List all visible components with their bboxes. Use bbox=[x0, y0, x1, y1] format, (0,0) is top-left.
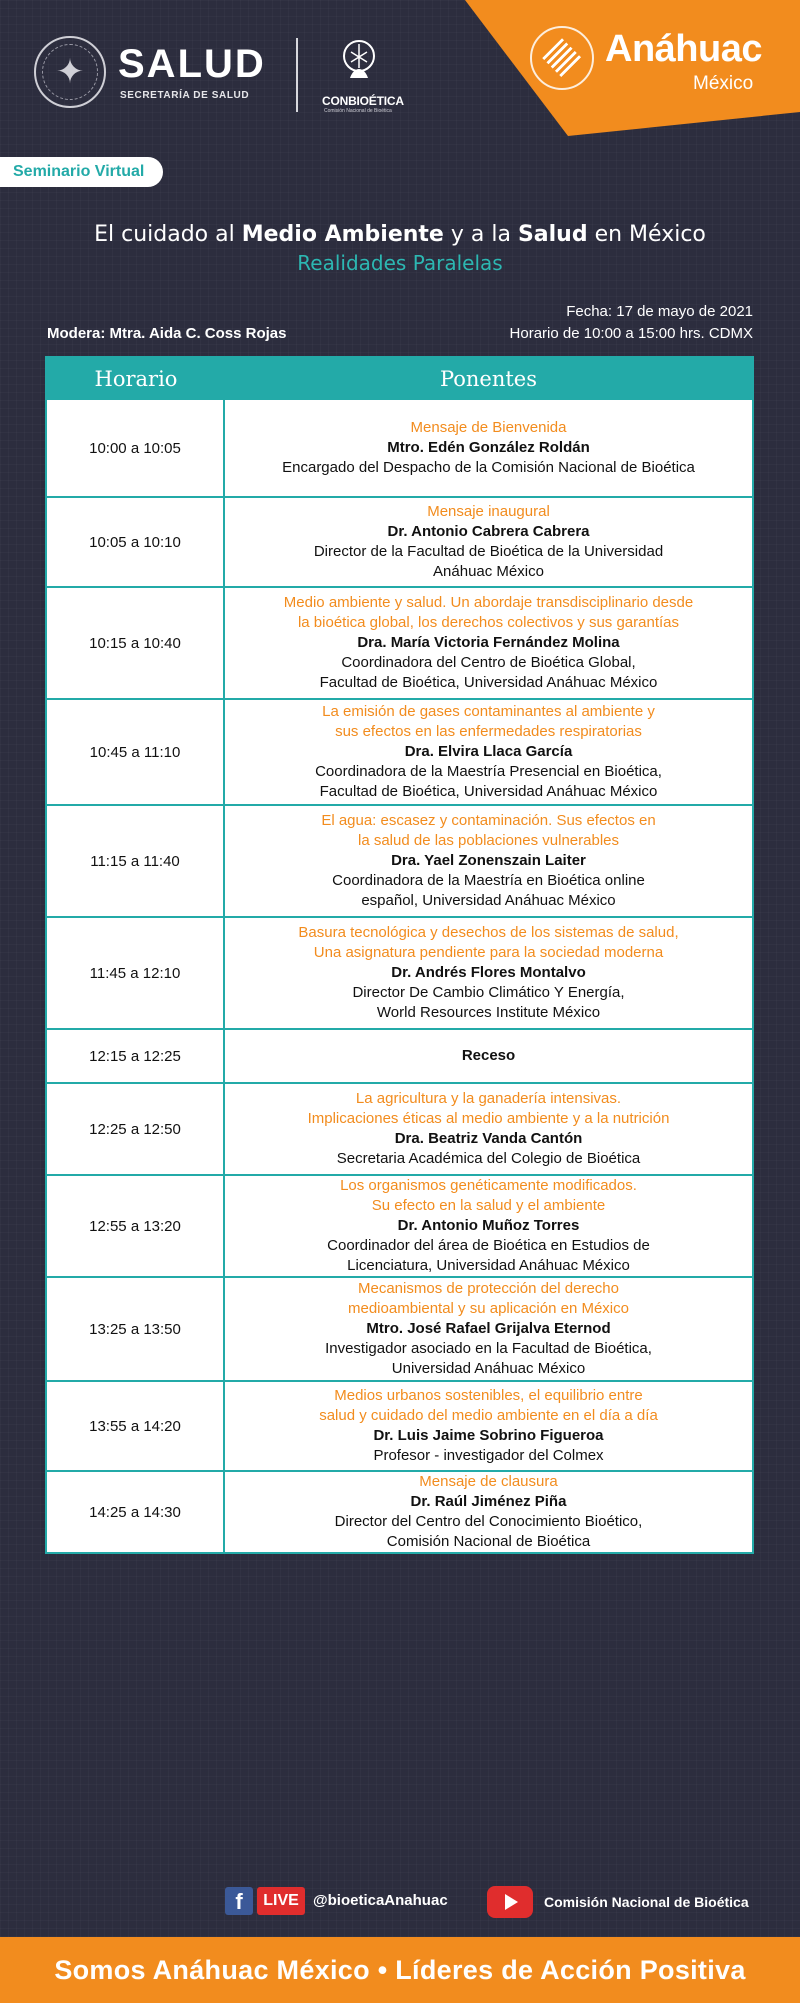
university-name: Anáhuac bbox=[605, 28, 762, 70]
agenda-speaker-name: Mtro. Edén González Roldán bbox=[387, 439, 590, 456]
agenda-speaker-role: Director De Cambio Climático Y Energía, World Resources Institute México bbox=[352, 984, 625, 1021]
event-subtitle: Realidades Paralelas bbox=[297, 251, 503, 275]
agenda-time: 10:15 a 10:40 bbox=[47, 588, 225, 698]
agenda-speaker-info bbox=[225, 588, 752, 698]
event-schedule: Horario de 10:00 a 15:00 hrs. CDMX bbox=[509, 325, 753, 342]
agenda-speaker-name: Dra. Yael Zonenszain Laiter bbox=[391, 852, 586, 869]
agenda-speaker-role: Profesor - investigador del Colmex bbox=[373, 1447, 604, 1464]
agenda-speaker-info bbox=[225, 1278, 752, 1380]
agenda-speaker-name: Dr. Antonio Muñoz Torres bbox=[397, 1217, 580, 1234]
agenda-table bbox=[45, 356, 754, 1554]
column-header-speakers: Ponentes bbox=[439, 367, 538, 391]
agenda-topic: Mensaje de Bienvenida bbox=[410, 419, 567, 436]
agenda-time: 10:00 a 10:05 bbox=[47, 400, 225, 496]
agenda-speaker-info bbox=[225, 1472, 752, 1552]
conbioetica-logo-icon bbox=[336, 38, 382, 88]
agenda-row bbox=[47, 1174, 752, 1276]
youtube-channel[interactable]: Comisión Nacional de Bioética bbox=[544, 1894, 749, 1910]
agenda-row bbox=[47, 1470, 752, 1552]
agenda-topic: Los organismos genéticamente modificados. Su efecto en la salud y el ambiente bbox=[340, 1177, 637, 1214]
agenda-topic: Mecanismos de protección del derecho medioambiental y su aplicación en México bbox=[348, 1280, 629, 1317]
column-header-time: Horario bbox=[94, 367, 178, 391]
agenda-speaker-role: Coordinadora del Centro de Bioética Global, Facultad de Bioética, Universidad Anáhuac México bbox=[319, 654, 658, 691]
agenda-topic: El agua: escasez y contaminación. Sus efectos en la salud de las poblaciones vulnerables bbox=[321, 812, 656, 849]
agenda-speaker-name: Dr. Raúl Jiménez Piña bbox=[410, 1493, 567, 1510]
agenda-speaker-role: Secretaria Académica del Colegio de Bioética bbox=[336, 1150, 641, 1167]
agenda-speaker-info bbox=[225, 400, 752, 496]
agenda-speaker-role: Coordinadora de la Maestría en Bioética online español, Universidad Anáhuac México bbox=[332, 872, 645, 909]
agenda-rows bbox=[47, 400, 752, 1552]
agenda-time: 14:25 a 14:30 bbox=[47, 1472, 225, 1552]
agenda-topic: Medio ambiente y salud. Un abordaje transdisciplinario desde la bioética global, los derechos colectivos y sus garantías bbox=[283, 594, 694, 631]
agenda-time: 12:15 a 12:25 bbox=[47, 1030, 225, 1082]
agenda-time: 11:45 a 12:10 bbox=[47, 918, 225, 1028]
agenda-row bbox=[47, 698, 752, 804]
gov-subtitle: SECRETARÍA DE SALUD bbox=[120, 90, 250, 101]
national-seal-icon: ✦ bbox=[34, 36, 106, 108]
agenda-time: 10:05 a 10:10 bbox=[47, 498, 225, 586]
agenda-row bbox=[47, 916, 752, 1028]
agenda-topic: Basura tecnológica y desechos de los sistemas de salud, Una asignatura pendiente para la sociedad moderna bbox=[298, 924, 679, 961]
agenda-speaker-role: Director de la Facultad de Bioética de la Universidad Anáhuac México bbox=[313, 543, 664, 580]
event-title: El cuidado al Medio Ambiente y a la Salud en México bbox=[94, 222, 706, 247]
agenda-speaker-role: Encargado del Despacho de la Comisión Nacional de Bioética bbox=[282, 459, 695, 476]
facebook-icon[interactable]: f bbox=[225, 1887, 253, 1915]
agenda-speaker-name: Dr. Andrés Flores Montalvo bbox=[391, 964, 586, 981]
university-country: México bbox=[693, 73, 754, 94]
agenda-time: 13:25 a 13:50 bbox=[47, 1278, 225, 1380]
agenda-row bbox=[47, 1028, 752, 1082]
agenda-row bbox=[47, 1082, 752, 1174]
anahuac-emblem-icon bbox=[530, 26, 594, 90]
agenda-speaker-name: Mtro. José Rafael Grijalva Eternod bbox=[366, 1320, 611, 1337]
youtube-icon[interactable] bbox=[487, 1886, 533, 1918]
agenda-time: 12:55 a 13:20 bbox=[47, 1176, 225, 1276]
agenda-speaker-info bbox=[225, 1030, 752, 1082]
agenda-speaker-info bbox=[225, 700, 752, 804]
agenda-row bbox=[47, 586, 752, 698]
agenda-speaker-role: Coordinadora de la Maestría Presencial en Bioética, Facultad de Bioética, Universidad Anáhuac México bbox=[315, 763, 662, 800]
agenda-speaker-info bbox=[225, 498, 752, 586]
agenda-speaker-info bbox=[225, 806, 752, 916]
agenda-time: 12:25 a 12:50 bbox=[47, 1084, 225, 1174]
agenda-header-row bbox=[47, 358, 752, 400]
agenda-row bbox=[47, 400, 752, 496]
agenda-speaker-role: Coordinador del área de Bioética en Estudios de Licenciatura, Universidad Anáhuac México bbox=[327, 1237, 650, 1274]
event-date: Fecha: 17 de mayo de 2021 bbox=[566, 303, 753, 320]
agenda-speaker-role: Investigador asociado en la Facultad de Bioética, Universidad Anáhuac México bbox=[325, 1340, 652, 1377]
conbio-subtitle: Comisión Nacional de Bioética bbox=[324, 108, 392, 114]
seminar-type-badge: Seminario Virtual bbox=[0, 157, 163, 187]
agenda-topic: La emisión de gases contaminantes al ambiente y sus efectos en las enfermedades respiratorias bbox=[322, 703, 655, 740]
agenda-speaker-role: Director del Centro del Conocimiento Bioético, Comisión Nacional de Bioética bbox=[334, 1513, 643, 1550]
agenda-row bbox=[47, 804, 752, 916]
agenda-row bbox=[47, 496, 752, 586]
agenda-speaker-info bbox=[225, 1084, 752, 1174]
agenda-speaker-info bbox=[225, 918, 752, 1028]
agenda-speaker-name: Dra. Beatriz Vanda Cantón bbox=[394, 1130, 583, 1147]
header-divider bbox=[296, 38, 298, 112]
header bbox=[0, 0, 800, 150]
live-badge[interactable]: LIVE bbox=[257, 1887, 305, 1915]
agenda-time: 13:55 a 14:20 bbox=[47, 1382, 225, 1470]
agenda-speaker-name: Dr. Antonio Cabrera Cabrera bbox=[387, 523, 590, 540]
agenda-speaker-name: Dra. María Victoria Fernández Molina bbox=[357, 634, 620, 651]
gov-title: SALUD bbox=[118, 42, 266, 86]
agenda-speaker-info bbox=[225, 1176, 752, 1276]
agenda-speaker-name: Dr. Luis Jaime Sobrino Figueroa bbox=[373, 1427, 604, 1444]
agenda-topic: Medios urbanos sostenibles, el equilibrio entre salud y cuidado del medio ambiente en el día a día bbox=[319, 1387, 658, 1424]
agenda-speaker-name: Dra. Elvira Llaca García bbox=[404, 743, 573, 760]
agenda-time: 11:15 a 11:40 bbox=[47, 806, 225, 916]
agenda-speaker-info bbox=[225, 1382, 752, 1470]
agenda-time: 10:45 a 11:10 bbox=[47, 700, 225, 804]
agenda-topic: Mensaje de clausura bbox=[419, 1473, 558, 1490]
agenda-topic: Mensaje inaugural bbox=[427, 503, 550, 520]
facebook-handle[interactable]: @bioeticaAnahuac bbox=[313, 1892, 448, 1909]
agenda-speaker-name: Receso bbox=[461, 1047, 516, 1064]
agenda-row bbox=[47, 1276, 752, 1380]
conbio-name: CONBIOÉTICA bbox=[322, 94, 404, 108]
footer-slogan: Somos Anáhuac México • Líderes de Acción Positiva bbox=[0, 1937, 800, 2003]
agenda-topic: La agricultura y la ganadería intensivas. Implicaciones éticas al medio ambiente y a la nutrición bbox=[307, 1090, 670, 1127]
event-moderator: Modera: Mtra. Aida C. Coss Rojas bbox=[47, 325, 287, 342]
agenda-row bbox=[47, 1380, 752, 1470]
